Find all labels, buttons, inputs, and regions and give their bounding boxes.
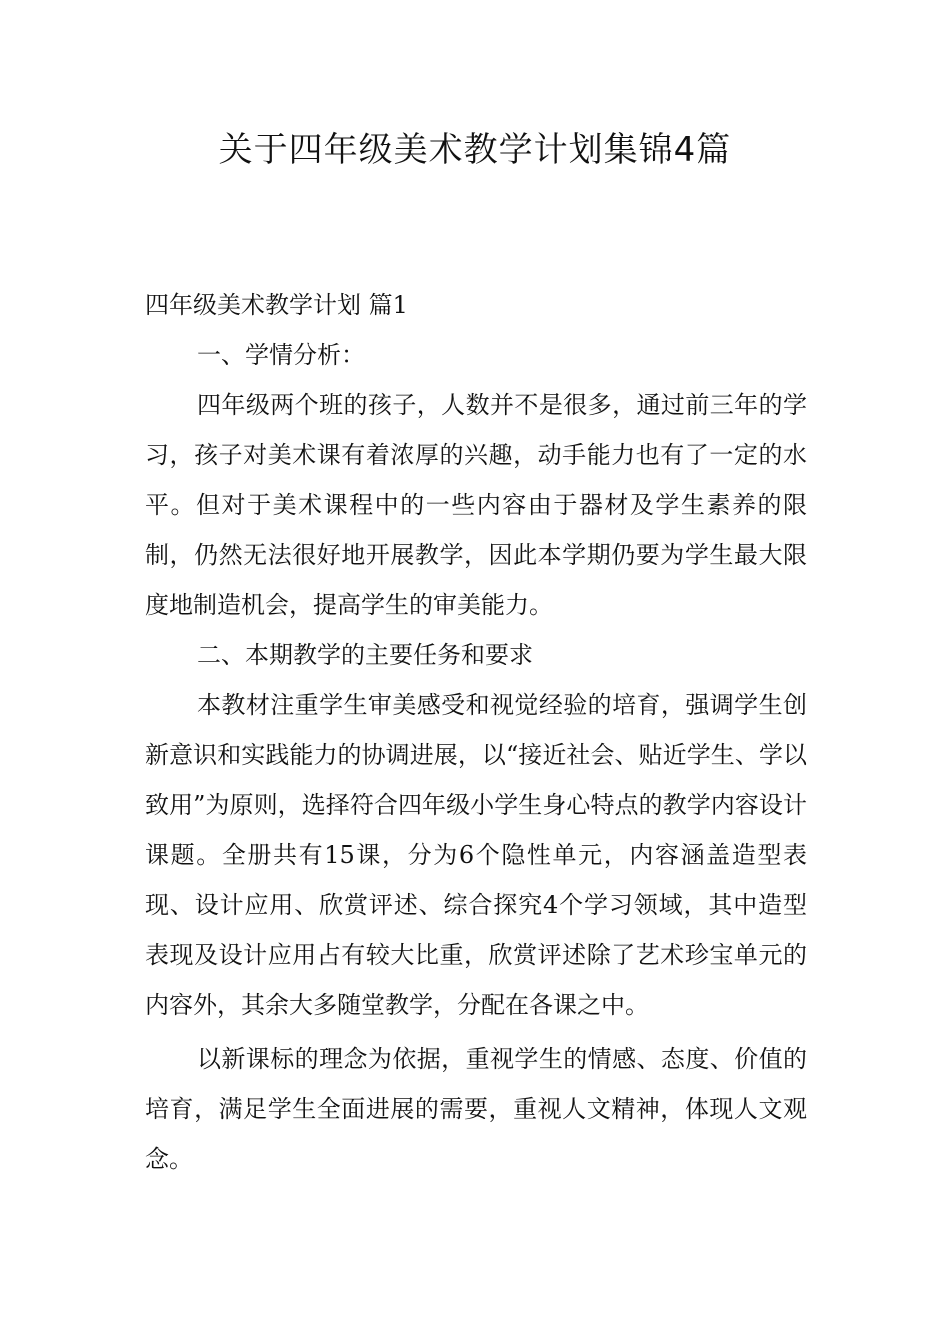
paragraph-textbook-description: 本教材注重学生审美感受和视觉经验的培育，强调学生创新意识和实践能力的协调进展，以“接近社会、贴近学生、学以致用”为原则，选择符合四年级小学生身心特点的教学内容设计课题。全册共有15课，分为6个隐性单元，内容涵盖造型表现、设计应用、欣赏评述、综合探究4个学习领域，其中造型表现及设计应用占有较大比重，欣赏评述除了艺术珍宝单元的内容外，其余大多随堂教学，分配在各课之中。 xyxy=(145,691,807,1019)
subheading-main-tasks: 二、本期教学的主要任务和要求 xyxy=(197,641,533,669)
paragraph-learning-analysis: 四年级两个班的孩子，人数并不是很多，通过前三年的学习，孩子对美术课有着浓厚的兴趣，动手能力也有了一定的水平。但对于美术课程中的一些内容由于器材及学生素养的限制，仍然无法很好地开展教学，因此本学期仍要为学生最大限度地制造机会，提高学生的审美能力。 xyxy=(145,391,807,619)
paragraph-curriculum-principles: 以新课标的理念为依据，重视学生的情感、态度、价值的培育，满足学生全面进展的需要，重视人文精神，体现人文观念。 xyxy=(145,1045,807,1173)
section-heading: 四年级美术教学计划 篇1 xyxy=(145,291,408,319)
subheading-learning-analysis: 一、学情分析： xyxy=(197,341,365,369)
document-body xyxy=(145,280,807,1184)
document-title: 关于四年级美术教学计划集锦4篇 xyxy=(218,130,732,170)
